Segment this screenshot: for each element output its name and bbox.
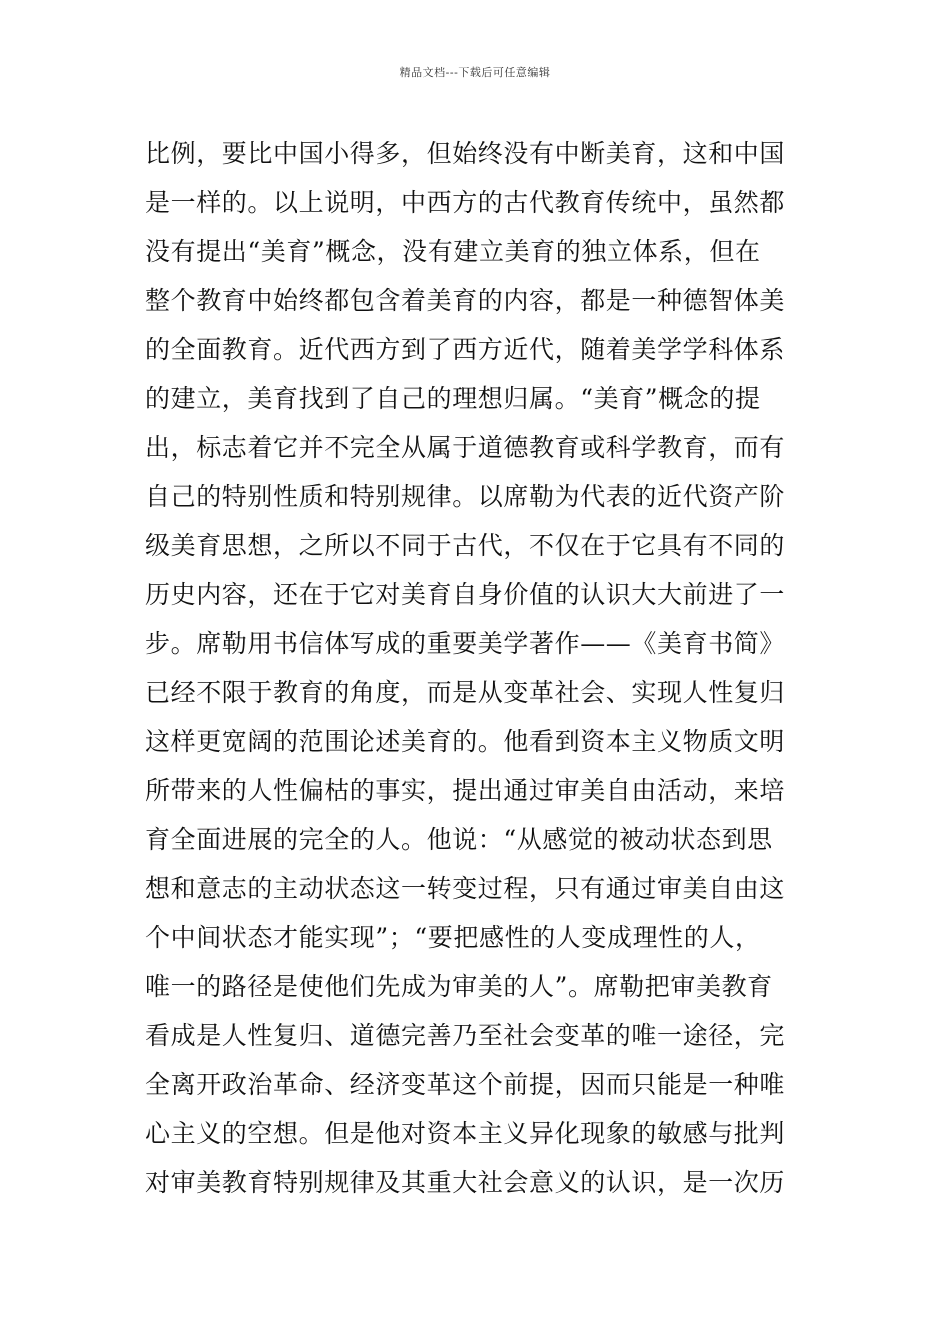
text-line: 比例，要比中国小得多，但始终没有中断美育，这和中国 xyxy=(145,139,786,168)
text-line: 级美育思想，之所以不同于古代，不仅在于它具有不同的 xyxy=(145,531,786,560)
text-line: 整个教育中始终都包含着美育的内容，都是一种德智体美 xyxy=(145,286,786,315)
text-line: 步。席勒用书信体写成的重要美学著作——《美育书简》 xyxy=(145,629,786,658)
page-header: 精品文档---下载后可任意编辑 xyxy=(399,66,551,79)
text-line: 全离开政治革命、经济变革这个前提，因而只能是一种唯 xyxy=(145,1070,786,1099)
text-line: 看成是人性复归、道德完善乃至社会变革的唯一途径，完 xyxy=(145,1021,786,1050)
text-line: 所带来的人性偏枯的事实，提出通过审美自由活动，来培 xyxy=(145,776,786,805)
text-line: 的全面教育。近代西方到了西方近代，随着美学学科体系 xyxy=(145,335,786,364)
text-line: 历史内容，还在于它对美育自身价值的认识大大前进了一 xyxy=(145,580,786,609)
text-line: 心主义的空想。但是他对资本主义异化现象的敏感与批判 xyxy=(145,1119,786,1148)
text-line: 的建立，美育找到了自己的理想归属。“美育”概念的提 xyxy=(145,384,761,413)
text-line: 这样更宽阔的范围论述美育的。他看到资本主义物质文明 xyxy=(145,727,786,756)
text-line: 已经不限于教育的角度，而是从变革社会、实现人性复归 xyxy=(145,678,786,707)
text-line: 出，标志着它并不完全从属于道德教育或科学教育，而有 xyxy=(145,433,786,462)
text-line: 没有提出“美育”概念，没有建立美育的独立体系，但在 xyxy=(145,237,761,266)
text-line: 自己的特别性质和特别规律。以席勒为代表的近代资产阶 xyxy=(145,482,786,511)
text-line: 对审美教育特别规律及其重大社会意义的认识，是一次历 xyxy=(145,1168,786,1197)
body-text xyxy=(145,129,815,1207)
text-line: 想和意志的主动状态这一转变过程，只有通过审美自由这 xyxy=(145,874,786,903)
text-line: 个中间状态才能实现”；“要把感性的人变成理性的人， xyxy=(145,923,761,952)
text-line: 唯一的路径是使他们先成为审美的人”。席勒把审美教育 xyxy=(145,972,773,1001)
text-line: 是一样的。以上说明，中西方的古代教育传统中，虽然都 xyxy=(145,188,786,217)
text-line: 育全面进展的完全的人。他说：“从感觉的被动状态到思 xyxy=(145,825,773,854)
